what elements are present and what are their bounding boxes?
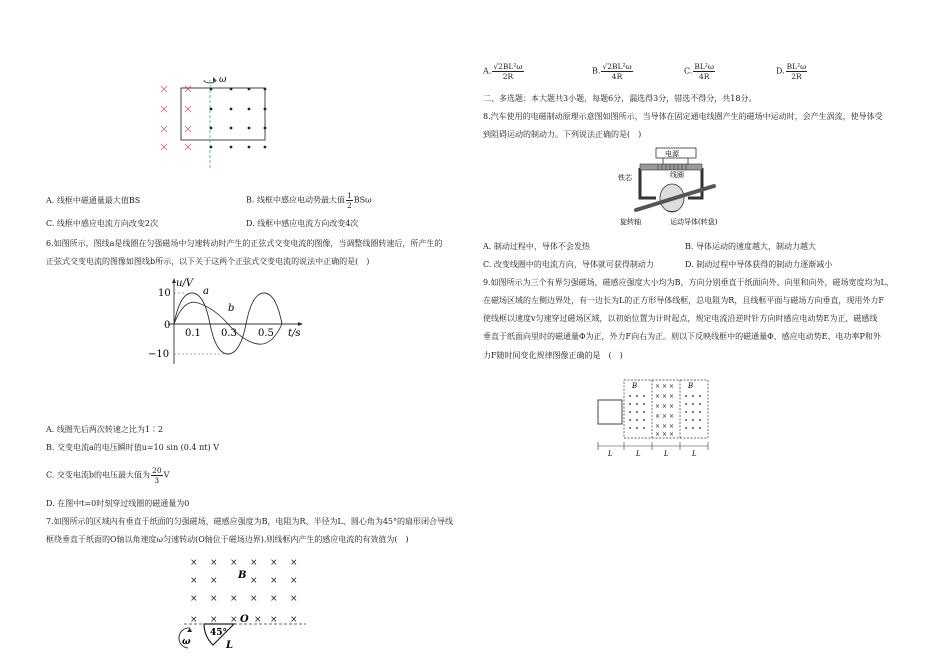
svg-text:×: × [655,403,661,410]
svg-text:×: × [655,423,661,430]
svg-text:×: × [210,615,218,625]
q7-option-c-prefix: C. [684,66,693,76]
svg-text:×: × [669,431,675,438]
q7-option-a-den: 2R [502,72,514,81]
q9-stem-line1: 9.如图所示为三个有界匀强磁场，磁感应强度大小均为B，方向分别垂直于纸面向外、向里和向外，磁场宽度均为L， [483,278,894,287]
q7-option-a [483,62,525,81]
svg-text:×: × [290,558,298,568]
label-B1: B [632,382,638,390]
q7-option-b-num: √2BL²ω [602,62,632,71]
label-L-3: L [664,450,669,458]
q6-graph [148,276,308,366]
svg-text:×: × [662,431,668,438]
svg-text:×: × [662,423,668,430]
q5-option-b-text: B. 线框中感应电动势最大值 [246,195,345,205]
q9-stem-line4: 垂直于纸面向里时的磁通量Φ为正，外力F向右为正。则以下反映线框中的磁通量Φ、感应电动势E、电功率P和外 [483,332,881,341]
svg-text:×: × [669,403,675,410]
label-conductor: 运动导体(转盘) [670,218,718,226]
q7-option-c-num: BL²ω [694,62,715,71]
label-L: L [226,640,234,651]
q7-option-b-prefix: B. [592,66,601,76]
svg-text:×: × [669,413,675,420]
q7-stem-line1: 7.如图所示的区域内有垂直于纸面的匀强磁场，磁感应强度为B，电阻为R、半径为L、圆心角为45°的扇形闭合导线 [46,517,454,526]
svg-text:×: × [190,558,198,568]
svg-text:×: × [270,576,278,586]
label-L-4: L [692,450,697,458]
svg-text:×: × [210,594,218,604]
label-omega: ω [182,637,191,647]
q5-option-b-den: 2 [346,201,352,210]
omega-label: ω [219,75,227,85]
q6-stem-line2: 正弦式交变电流的图像如图线b所示，以下关于这两个正弦式交变电流的说法中正确的是( ) [46,257,370,266]
q9-stem-line3: 使线框以速度v匀速穿过磁场区域，以初始位置为计时起点，规定电流沿逆时针方向时感应电动势E为正，磁感线 [483,314,878,323]
q5-option-a: A. 线框中磁通量最大值BS [46,196,141,205]
q7-figure [182,556,312,654]
svg-text:×: × [655,393,661,400]
q8-option-d: D. 制动过程中导体获得的制动力逐渐减小 [685,260,833,269]
y-top-label: 10 [158,288,171,299]
label-O: O [240,614,249,625]
svg-text:×: × [290,576,298,586]
svg-text:×: × [210,576,218,586]
q6-option-c-den: 3 [154,476,160,485]
q6-option-c-text: C. 交变电流b的电压最大值为 [46,470,151,480]
svg-text:×: × [230,558,238,568]
svg-text:×: × [662,403,668,410]
q6-option-c [46,466,169,485]
svg-text:×: × [662,413,668,420]
y-bottom-label: −10 [148,349,170,360]
svg-text:×: × [250,558,258,568]
q5-option-d: D. 线框中感应电流方向改变4次 [246,219,359,228]
svg-text:×: × [250,594,258,604]
label-coil: 线圈 [670,171,684,179]
q7-option-a-prefix: A. [483,66,492,76]
tick-0.5: 0.5 [258,328,274,339]
q7-option-d-prefix: D. [776,66,785,76]
q5-option-b-num: 1 [346,191,352,200]
q7-option-c [684,62,716,81]
label-L-2: L [636,450,641,458]
tick-0.3: 0.3 [221,328,237,339]
q5-option-c: C. 线框中感应电流方向改变2次 [46,219,159,228]
q8-option-b: B. 导体运动的速度越大，制动力越大 [685,242,816,251]
q7-option-c-den: 4R [698,72,710,81]
svg-text:×: × [270,558,278,568]
q8-option-a: A. 制动过程中，导体不会发热 [483,242,590,251]
svg-text:×: × [290,615,298,625]
svg-text:×: × [655,431,661,438]
curve-a-label: a [203,286,209,297]
svg-text:×: × [190,594,198,604]
q8-figure [618,146,730,228]
svg-text:×: × [669,383,675,390]
ylabel: u/V [176,278,194,289]
svg-text:×: × [270,615,278,625]
tick-0.1: 0.1 [185,328,201,339]
svg-text:×: × [250,576,258,586]
svg-text:×: × [230,615,238,625]
q6-option-d: D. 在图中t=0时刻穿过线圈的磁通量为0 [46,499,190,508]
svg-text:×: × [669,423,675,430]
svg-text:×: × [669,393,675,400]
curve-b-label: b [228,303,235,314]
label-B2: B [688,382,694,390]
svg-text:×: × [290,594,298,604]
label-shaft: 旋转轴 [620,218,641,226]
svg-text:×: × [190,576,198,586]
svg-text:×: × [662,393,668,400]
xlabel: t/s [288,328,301,339]
q9-stem-line5: 力F随时间变化规律图像正确的是 ( ) [483,351,623,360]
q7-option-d-den: 2R [791,72,802,81]
q7-option-a-num: √2BL²ω [493,62,523,71]
q7-option-d-num: BL²ω [786,62,807,71]
origin-label: 0 [164,320,171,331]
q9-figure [596,376,720,458]
svg-text:×: × [662,383,668,390]
q7-stem-line2: 框绕垂直于纸面的O轴以角速度ω匀速转动(O轴位于磁场边界).则线框内产生的感应电流的有效值为( ) [46,535,409,544]
label-angle: 45° [210,628,228,638]
label-core: 铁芯 [618,174,632,182]
label-power: 电源 [665,150,679,158]
q6-stem-line1: 6.如图所示，图线a是线圈在匀强磁场中匀速转动时产生的正弦式交变电流的图像，当调整线圈转速后，所产生的 [46,239,443,248]
q6-option-b: B. 交变电流a的电压瞬时值u=10 sin (0.4 πt) V [46,443,219,452]
q8-stem-line2: 到阻碍运动的制动力。下列说法正确的是( ) [483,130,642,139]
svg-text:×: × [655,383,661,390]
q8-stem-line1: 8.汽车使用的电磁制动原理示意图如图所示，当导体在固定通电线圈产生的磁场中运动时，会产生涡流，使导体受 [483,112,883,121]
svg-text:×: × [254,615,262,625]
label-L-1: L [608,450,613,458]
q5-option-b [246,191,372,210]
svg-text:×: × [270,594,278,604]
q5-figure [155,76,275,172]
q7-option-b-den: 4R [611,72,623,81]
q7-option-d [776,62,808,81]
q6-option-c-post: V [163,470,170,480]
q6-option-c-num: 20 [152,466,162,475]
q7-option-b [592,62,634,81]
svg-text:×: × [230,594,238,604]
q9-stem-line2: 在磁场区域的左侧边界处，有一边长为L的正方形导体线框，总电阻为R，且线框平面与磁场方向垂直，现用外力F [483,296,884,305]
label-B: B [238,570,247,581]
svg-text:×: × [210,558,218,568]
q5-option-b-post: BSω [353,195,372,205]
section-heading: 二、多选题：本大题共3小题，每题6分，漏选得3分，错选不得分，共18分。 [483,94,757,103]
q6-option-a: A. 线圈先后两次转速之比为1∶2 [46,425,164,434]
q8-option-c: C. 改变线圈中的电流方向，导体就可获得制动力 [483,260,654,269]
svg-text:×: × [190,615,198,625]
svg-text:×: × [655,413,661,420]
